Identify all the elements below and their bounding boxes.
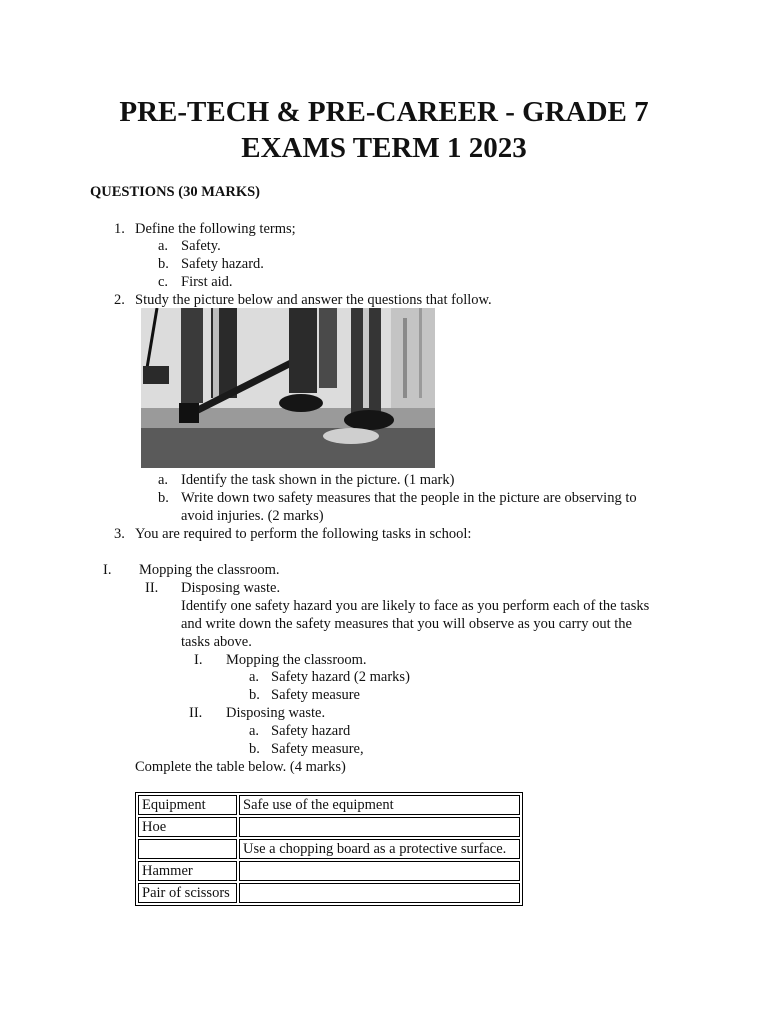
q3-sub2-item-label: b.	[249, 741, 260, 757]
q3-instruction-line: and write down the safety measures that you will observe as you carry out the	[181, 616, 632, 632]
q3-task-text: Disposing waste.	[181, 580, 281, 596]
equipment-table	[135, 792, 523, 906]
questions-heading: QUESTIONS (30 MARKS)	[90, 184, 260, 200]
q3-instruction-line: tasks above.	[181, 634, 252, 650]
q1-item-text: Safety hazard.	[181, 256, 264, 272]
q1-item-text: Safety.	[181, 238, 221, 254]
q3-sub1-label: I.	[194, 652, 203, 668]
q3-text: You are required to perform the following tasks in school:	[135, 526, 472, 542]
table-header-cell: Equipment	[138, 795, 237, 815]
q3-sub2-label: II.	[189, 705, 203, 721]
q3-sub2-item-text: Safety hazard	[271, 723, 351, 739]
table-row	[138, 883, 520, 903]
table-cell-safe-use[interactable]	[239, 883, 520, 903]
q2-number: 2.	[114, 292, 125, 308]
q2-item-text: Identify the task shown in the picture. (1 mark)	[181, 472, 455, 488]
q3-task-text: Mopping the classroom.	[139, 562, 280, 578]
q2-item-text: Write down two safety measures that the people in the picture are observing to	[181, 490, 637, 506]
table-cell-equipment: Pair of scissors	[138, 883, 237, 903]
table-header-row	[138, 795, 520, 815]
table-cell-safe-use: Use a chopping board as a protective surface.	[239, 839, 520, 859]
table-instruction: Complete the table below. (4 marks)	[135, 759, 346, 775]
q3-instruction-line: Identify one safety hazard you are likely to face as you perform each of the tasks	[181, 598, 650, 614]
q1-item-text: First aid.	[181, 274, 233, 290]
q2-item-text-continued: avoid injuries. (2 marks)	[181, 508, 324, 524]
farming-picture-illustration	[141, 308, 435, 468]
q3-sub2-item-text: Safety measure,	[271, 741, 364, 757]
q3-sub1-item-label: a.	[249, 669, 260, 685]
table-cell-safe-use[interactable]	[239, 861, 520, 881]
q3-sub2-item-label: a.	[249, 723, 260, 739]
farming-picture	[141, 308, 435, 468]
table-cell-equipment: Hammer	[138, 861, 237, 881]
q1-item-label: b.	[158, 256, 169, 272]
table-row	[138, 839, 520, 859]
q3-task-label: I.	[103, 562, 112, 578]
q1-text: Define the following terms;	[135, 221, 296, 237]
exam-title-line1: PRE-TECH & PRE-CAREER - GRADE 7	[119, 96, 649, 128]
table-header-cell: Safe use of the equipment	[239, 795, 520, 815]
table-row	[138, 861, 520, 881]
q3-sub1-item-text: Safety measure	[271, 687, 360, 703]
q1-item-label: a.	[158, 238, 169, 254]
q2-item-label: b.	[158, 490, 169, 506]
table-cell-safe-use[interactable]	[239, 817, 520, 837]
table-row	[138, 817, 520, 837]
q2-text: Study the picture below and answer the questions that follow.	[135, 292, 492, 308]
table-cell-equipment[interactable]	[138, 839, 237, 859]
q3-sub1-item-label: b.	[249, 687, 260, 703]
table-cell-equipment: Hoe	[138, 817, 237, 837]
q1-number: 1.	[114, 221, 125, 237]
q3-number: 3.	[114, 526, 125, 542]
q2-item-label: a.	[158, 472, 169, 488]
q1-item-label: c.	[158, 274, 169, 290]
q3-sub2-text: Disposing waste.	[226, 705, 326, 721]
exam-title-line2: EXAMS TERM 1 2023	[241, 132, 527, 164]
q3-task-label: II.	[145, 580, 159, 596]
q3-sub1-item-text: Safety hazard (2 marks)	[271, 669, 410, 685]
q3-sub1-text: Mopping the classroom.	[226, 652, 367, 668]
